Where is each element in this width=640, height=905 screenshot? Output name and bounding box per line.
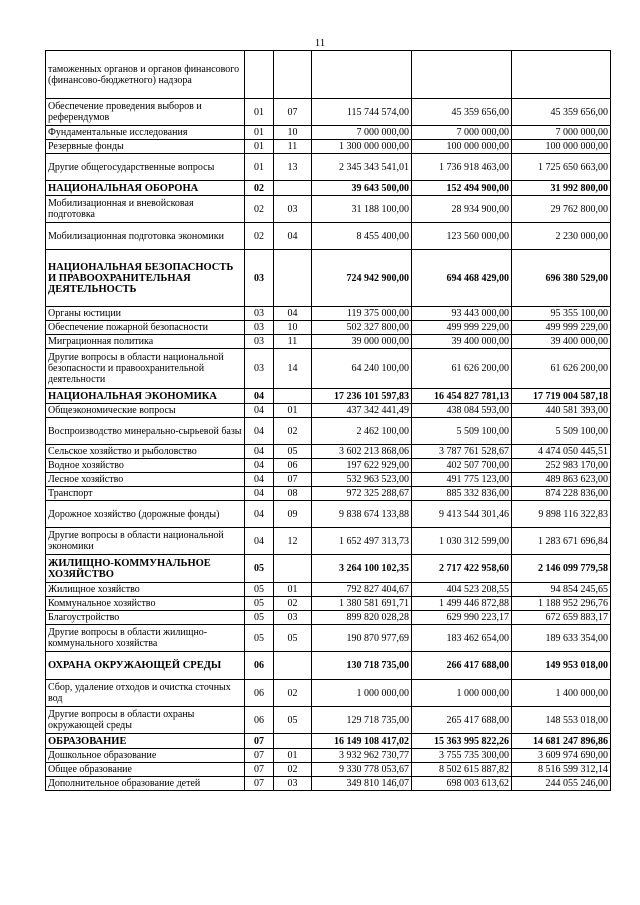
section-code-cell: 07 — [245, 763, 274, 777]
subsection-code-cell — [274, 51, 312, 99]
section-code-cell: 04 — [245, 459, 274, 473]
row-name-cell: НАЦИОНАЛЬНАЯ ОБОРОНА — [46, 181, 245, 196]
row-name-cell: Другие вопросы в области национальной экономики — [46, 528, 245, 555]
amount-year2-cell: 7 000 000,00 — [412, 126, 512, 140]
row-name-cell: Общее образование — [46, 763, 245, 777]
amount-year2-cell: 16 454 827 781,13 — [412, 389, 512, 404]
budget-table — [45, 50, 611, 791]
amount-year1-cell: 9 330 778 053,67 — [312, 763, 412, 777]
amount-year1-cell: 8 455 400,00 — [312, 223, 412, 250]
subsection-code-cell: 10 — [274, 126, 312, 140]
table-row — [46, 487, 611, 501]
amount-year2-cell: 438 084 593,00 — [412, 404, 512, 418]
row-name-cell: Резервные фонды — [46, 140, 245, 154]
amount-year3-cell: 29 762 800,00 — [512, 196, 611, 223]
amount-year2-cell: 93 443 000,00 — [412, 307, 512, 321]
section-total-row — [46, 555, 611, 583]
table-row — [46, 777, 611, 791]
amount-year2-cell: 5 509 100,00 — [412, 418, 512, 445]
amount-year3-cell: 8 516 599 312,14 — [512, 763, 611, 777]
amount-year1-cell: 190 870 977,69 — [312, 625, 412, 652]
amount-year3-cell: 1 188 952 296,76 — [512, 597, 611, 611]
subsection-code-cell — [274, 652, 312, 680]
row-name-cell: ЖИЛИЩНО-КОММУНАЛЬНОЕ ХОЗЯЙСТВО — [46, 555, 245, 583]
subsection-code-cell: 04 — [274, 307, 312, 321]
table-row — [46, 680, 611, 707]
row-name-cell: Лесное хозяйство — [46, 473, 245, 487]
section-code-cell: 07 — [245, 777, 274, 791]
amount-year1-cell: 17 236 101 597,83 — [312, 389, 412, 404]
row-name-cell: Водное хозяйство — [46, 459, 245, 473]
amount-year1-cell: 899 820 028,28 — [312, 611, 412, 625]
section-code-cell: 07 — [245, 734, 274, 749]
amount-year1-cell: 64 240 100,00 — [312, 349, 412, 389]
row-name-cell: Коммунальное хозяйство — [46, 597, 245, 611]
table-row — [46, 763, 611, 777]
amount-year2-cell: 45 359 656,00 — [412, 99, 512, 126]
table-row — [46, 321, 611, 335]
table-row — [46, 140, 611, 154]
table-row — [46, 583, 611, 597]
amount-year2-cell: 265 417 688,00 — [412, 707, 512, 734]
amount-year1-cell: 130 718 735,00 — [312, 652, 412, 680]
amount-year2-cell: 28 934 900,00 — [412, 196, 512, 223]
table-row — [46, 445, 611, 459]
amount-year2-cell: 61 626 200,00 — [412, 349, 512, 389]
amount-year3-cell: 1 400 000,00 — [512, 680, 611, 707]
section-code-cell: 04 — [245, 418, 274, 445]
table-row — [46, 611, 611, 625]
section-code-cell: 04 — [245, 528, 274, 555]
amount-year3-cell: 440 581 393,00 — [512, 404, 611, 418]
amount-year3-cell: 1 725 650 663,00 — [512, 154, 611, 181]
section-total-row — [46, 181, 611, 196]
table-row — [46, 418, 611, 445]
amount-year2-cell: 3 755 735 300,00 — [412, 749, 512, 763]
row-name-cell: Мобилизационная и вневойсковая подготовка — [46, 196, 245, 223]
amount-year3-cell — [512, 51, 611, 99]
section-code-cell — [245, 51, 274, 99]
subsection-code-cell: 11 — [274, 140, 312, 154]
table-row — [46, 99, 611, 126]
subsection-code-cell — [274, 181, 312, 196]
row-name-cell: Общеэкономические вопросы — [46, 404, 245, 418]
amount-year3-cell: 874 228 836,00 — [512, 487, 611, 501]
amount-year3-cell: 148 553 018,00 — [512, 707, 611, 734]
subsection-code-cell: 11 — [274, 335, 312, 349]
amount-year3-cell: 7 000 000,00 — [512, 126, 611, 140]
amount-year1-cell: 115 744 574,00 — [312, 99, 412, 126]
amount-year3-cell: 489 863 623,00 — [512, 473, 611, 487]
page-number: 11 — [314, 37, 326, 49]
amount-year2-cell: 100 000 000,00 — [412, 140, 512, 154]
amount-year3-cell: 244 055 246,00 — [512, 777, 611, 791]
subsection-code-cell — [274, 734, 312, 749]
section-code-cell: 02 — [245, 223, 274, 250]
section-code-cell: 02 — [245, 181, 274, 196]
row-name-cell: Транспорт — [46, 487, 245, 501]
amount-year2-cell — [412, 51, 512, 99]
row-name-cell: Жилищное хозяйство — [46, 583, 245, 597]
subsection-code-cell: 01 — [274, 583, 312, 597]
row-name-cell: Благоустройство — [46, 611, 245, 625]
section-code-cell: 04 — [245, 501, 274, 528]
amount-year1-cell: 1 380 581 691,71 — [312, 597, 412, 611]
amount-year1-cell: 3 602 213 868,06 — [312, 445, 412, 459]
amount-year2-cell: 1 000 000,00 — [412, 680, 512, 707]
amount-year3-cell: 39 400 000,00 — [512, 335, 611, 349]
amount-year2-cell: 3 787 761 528,67 — [412, 445, 512, 459]
amount-year2-cell: 1 499 446 872,88 — [412, 597, 512, 611]
row-name-cell: Обеспечение пожарной безопасности — [46, 321, 245, 335]
row-name-cell: таможенных органов и органов финансового (финансово-бюджетного) надзора — [46, 51, 245, 99]
section-code-cell: 02 — [245, 196, 274, 223]
amount-year3-cell: 61 626 200,00 — [512, 349, 611, 389]
amount-year2-cell: 694 468 429,00 — [412, 250, 512, 307]
amount-year1-cell: 129 718 735,00 — [312, 707, 412, 734]
table-row — [46, 459, 611, 473]
row-name-cell: НАЦИОНАЛЬНАЯ БЕЗОПАСНОСТЬ И ПРАВООХРАНИТЕЛЬНАЯ ДЕЯТЕЛЬНОСТЬ — [46, 250, 245, 307]
amount-year2-cell: 152 494 900,00 — [412, 181, 512, 196]
amount-year1-cell: 532 963 523,00 — [312, 473, 412, 487]
amount-year2-cell: 266 417 688,00 — [412, 652, 512, 680]
table-row — [46, 349, 611, 389]
amount-year1-cell: 1 000 000,00 — [312, 680, 412, 707]
section-total-row — [46, 734, 611, 749]
amount-year3-cell: 696 380 529,00 — [512, 250, 611, 307]
amount-year1-cell: 792 827 404,67 — [312, 583, 412, 597]
amount-year1-cell: 7 000 000,00 — [312, 126, 412, 140]
table-row — [46, 528, 611, 555]
row-name-cell: Органы юстиции — [46, 307, 245, 321]
table-row — [46, 707, 611, 734]
row-name-cell: ОХРАНА ОКРУЖАЮЩЕЙ СРЕДЫ — [46, 652, 245, 680]
section-code-cell: 06 — [245, 680, 274, 707]
table-row — [46, 307, 611, 321]
subsection-code-cell: 02 — [274, 680, 312, 707]
amount-year3-cell: 149 953 018,00 — [512, 652, 611, 680]
amount-year3-cell: 31 992 800,00 — [512, 181, 611, 196]
subsection-code-cell: 08 — [274, 487, 312, 501]
section-code-cell: 04 — [245, 487, 274, 501]
amount-year3-cell: 45 359 656,00 — [512, 99, 611, 126]
amount-year2-cell: 123 560 000,00 — [412, 223, 512, 250]
subsection-code-cell: 13 — [274, 154, 312, 181]
subsection-code-cell: 01 — [274, 749, 312, 763]
amount-year2-cell: 15 363 995 822,26 — [412, 734, 512, 749]
subsection-code-cell: 07 — [274, 99, 312, 126]
amount-year2-cell: 1 030 312 599,00 — [412, 528, 512, 555]
amount-year3-cell: 252 983 170,00 — [512, 459, 611, 473]
amount-year2-cell: 2 717 422 958,60 — [412, 555, 512, 583]
amount-year2-cell: 404 523 208,55 — [412, 583, 512, 597]
section-code-cell: 05 — [245, 597, 274, 611]
subsection-code-cell: 14 — [274, 349, 312, 389]
subsection-code-cell: 03 — [274, 196, 312, 223]
amount-year1-cell: 3 264 100 102,35 — [312, 555, 412, 583]
amount-year2-cell: 629 990 223,17 — [412, 611, 512, 625]
amount-year1-cell: 437 342 441,49 — [312, 404, 412, 418]
amount-year2-cell: 885 332 836,00 — [412, 487, 512, 501]
subsection-code-cell — [274, 389, 312, 404]
section-total-row — [46, 250, 611, 307]
subsection-code-cell: 06 — [274, 459, 312, 473]
amount-year1-cell: 1 300 000 000,00 — [312, 140, 412, 154]
amount-year2-cell: 698 003 613,62 — [412, 777, 512, 791]
amount-year1-cell: 1 652 497 313,73 — [312, 528, 412, 555]
amount-year1-cell: 2 462 100,00 — [312, 418, 412, 445]
row-name-cell: Другие вопросы в области национальной безопасности и правоохранительной деятельности — [46, 349, 245, 389]
section-total-row — [46, 389, 611, 404]
subsection-code-cell: 01 — [274, 404, 312, 418]
amount-year1-cell: 119 375 000,00 — [312, 307, 412, 321]
amount-year2-cell: 499 999 229,00 — [412, 321, 512, 335]
section-code-cell: 04 — [245, 404, 274, 418]
amount-year1-cell — [312, 51, 412, 99]
subsection-code-cell: 02 — [274, 597, 312, 611]
subsection-code-cell — [274, 555, 312, 583]
amount-year3-cell: 499 999 229,00 — [512, 321, 611, 335]
section-code-cell: 07 — [245, 749, 274, 763]
amount-year2-cell: 402 507 700,00 — [412, 459, 512, 473]
section-code-cell: 05 — [245, 583, 274, 597]
row-name-cell: НАЦИОНАЛЬНАЯ ЭКОНОМИКА — [46, 389, 245, 404]
amount-year1-cell: 9 838 674 133,88 — [312, 501, 412, 528]
subsection-code-cell: 03 — [274, 777, 312, 791]
amount-year3-cell: 189 633 354,00 — [512, 625, 611, 652]
amount-year1-cell: 349 810 146,07 — [312, 777, 412, 791]
section-code-cell: 03 — [245, 250, 274, 307]
amount-year3-cell: 94 854 245,65 — [512, 583, 611, 597]
amount-year3-cell: 100 000 000,00 — [512, 140, 611, 154]
section-code-cell: 04 — [245, 389, 274, 404]
row-name-cell: Сельское хозяйство и рыболовство — [46, 445, 245, 459]
amount-year3-cell: 4 474 050 445,51 — [512, 445, 611, 459]
subsection-code-cell: 05 — [274, 625, 312, 652]
subsection-code-cell — [274, 250, 312, 307]
section-code-cell: 01 — [245, 140, 274, 154]
amount-year2-cell: 39 400 000,00 — [412, 335, 512, 349]
row-name-cell: Обеспечение проведения выборов и референдумов — [46, 99, 245, 126]
amount-year1-cell: 197 622 929,00 — [312, 459, 412, 473]
amount-year2-cell: 9 413 544 301,46 — [412, 501, 512, 528]
amount-year1-cell: 31 188 100,00 — [312, 196, 412, 223]
section-code-cell: 05 — [245, 625, 274, 652]
amount-year1-cell: 972 325 288,67 — [312, 487, 412, 501]
row-name-cell: Другие вопросы в области жилищно-коммунального хозяйства — [46, 625, 245, 652]
table-row — [46, 597, 611, 611]
section-code-cell: 01 — [245, 154, 274, 181]
section-code-cell: 04 — [245, 473, 274, 487]
section-code-cell: 06 — [245, 707, 274, 734]
table-row — [46, 625, 611, 652]
section-code-cell: 03 — [245, 307, 274, 321]
subsection-code-cell: 05 — [274, 445, 312, 459]
subsection-code-cell: 12 — [274, 528, 312, 555]
row-name-cell: Воспроизводство минерально-сырьевой базы — [46, 418, 245, 445]
amount-year2-cell: 491 775 123,00 — [412, 473, 512, 487]
table-row — [46, 154, 611, 181]
amount-year3-cell: 9 898 116 322,83 — [512, 501, 611, 528]
section-code-cell: 03 — [245, 321, 274, 335]
amount-year3-cell: 2 146 099 779,58 — [512, 555, 611, 583]
section-total-row — [46, 652, 611, 680]
amount-year2-cell: 183 462 654,00 — [412, 625, 512, 652]
subsection-code-cell: 09 — [274, 501, 312, 528]
subsection-code-cell: 07 — [274, 473, 312, 487]
subsection-code-cell: 04 — [274, 223, 312, 250]
amount-year3-cell: 17 719 004 587,18 — [512, 389, 611, 404]
table-row — [46, 196, 611, 223]
section-code-cell: 05 — [245, 555, 274, 583]
amount-year1-cell: 3 932 962 730,77 — [312, 749, 412, 763]
amount-year3-cell: 672 659 883,17 — [512, 611, 611, 625]
section-code-cell: 04 — [245, 445, 274, 459]
row-name-cell: Фундаментальные исследования — [46, 126, 245, 140]
amount-year1-cell: 39 643 500,00 — [312, 181, 412, 196]
table-row — [46, 501, 611, 528]
subsection-code-cell: 02 — [274, 763, 312, 777]
row-name-cell: Дополнительное образование детей — [46, 777, 245, 791]
section-code-cell: 01 — [245, 99, 274, 126]
row-name-cell: Сбор, удаление отходов и очистка сточных вод — [46, 680, 245, 707]
table-row — [46, 335, 611, 349]
section-code-cell: 01 — [245, 126, 274, 140]
row-name-cell: Мобилизационная подготовка экономики — [46, 223, 245, 250]
row-name-cell: Другие вопросы в области охраны окружающей среды — [46, 707, 245, 734]
table-row — [46, 126, 611, 140]
section-code-cell: 03 — [245, 335, 274, 349]
table-row — [46, 473, 611, 487]
section-code-cell: 03 — [245, 349, 274, 389]
amount-year3-cell: 3 609 974 690,00 — [512, 749, 611, 763]
amount-year3-cell: 2 230 000,00 — [512, 223, 611, 250]
amount-year1-cell: 39 000 000,00 — [312, 335, 412, 349]
amount-year1-cell: 502 327 800,00 — [312, 321, 412, 335]
row-name-cell: Дорожное хозяйство (дорожные фонды) — [46, 501, 245, 528]
amount-year3-cell: 1 283 671 696,84 — [512, 528, 611, 555]
section-code-cell: 06 — [245, 652, 274, 680]
table-row — [46, 404, 611, 418]
row-name-cell: Миграционная политика — [46, 335, 245, 349]
subsection-code-cell: 10 — [274, 321, 312, 335]
table-row — [46, 223, 611, 250]
amount-year2-cell: 8 502 615 887,82 — [412, 763, 512, 777]
amount-year1-cell: 724 942 900,00 — [312, 250, 412, 307]
amount-year3-cell: 14 681 247 896,86 — [512, 734, 611, 749]
amount-year3-cell: 95 355 100,00 — [512, 307, 611, 321]
row-name-cell: ОБРАЗОВАНИЕ — [46, 734, 245, 749]
amount-year2-cell: 1 736 918 463,00 — [412, 154, 512, 181]
subsection-code-cell: 03 — [274, 611, 312, 625]
subsection-code-cell: 02 — [274, 418, 312, 445]
amount-year1-cell: 2 345 343 541,01 — [312, 154, 412, 181]
table-row — [46, 749, 611, 763]
amount-year3-cell: 5 509 100,00 — [512, 418, 611, 445]
section-code-cell: 05 — [245, 611, 274, 625]
table-row — [46, 51, 611, 99]
row-name-cell: Дошкольное образование — [46, 749, 245, 763]
row-name-cell: Другие общегосударственные вопросы — [46, 154, 245, 181]
amount-year1-cell: 16 149 108 417,02 — [312, 734, 412, 749]
subsection-code-cell: 05 — [274, 707, 312, 734]
